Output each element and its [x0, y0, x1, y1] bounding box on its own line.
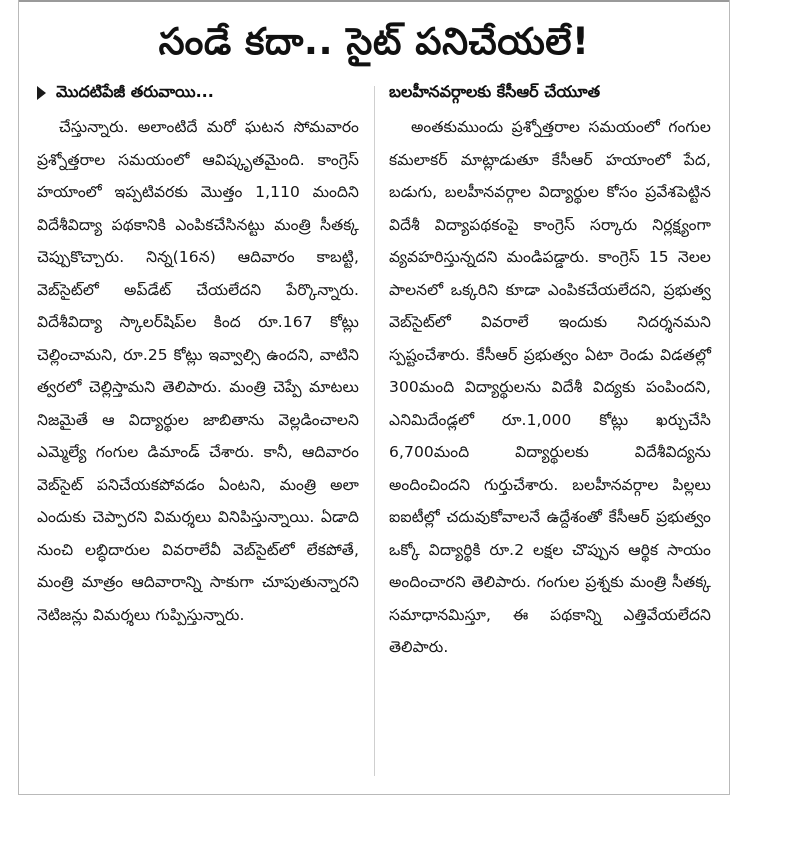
- left-column: [37, 79, 359, 647]
- right-column-body: అంతకుముందు ప్రశ్నోత్తరాల సమయంలో గంగుల కమలాకర్ మాట్లాడుతూ కేసీఆర్ హయాంలో పేద, బడుగు, బలహీనవర్గాల విద్యార్థుల కోసం ప్రవేశపెట్టిన విదేశీ విద్యాపథకంపై కాంగ్రెస్ సర్కారు నిర్లక్ష్యంగా వ్యవహరిస్తున్నదని మండిపడ్డారు. కాంగ్రెస్ 15 నెలల పాలనలో ఒక్కరిని కూడా ఎంపికచేయలేదని, ప్రభుత్వ వెబ్‌సైట్‌లో వివరాలే ఇందుకు నిదర్శనమని స్పష్టంచేశారు. కేసీఆర్ ప్రభుత్వం ఏటా రెండు విడతల్లో 300మంది విద్యార్థులను విదేశీ విద్యకు పంపిందని, ఎనిమిదేండ్లలో రూ.1,000 కోట్లు ఖర్చుచేసి 6,700మంది విద్యార్థులకు విదేశీవిద్యను అందించిందని గుర్తుచేశారు. బలహీనవర్గాల పిల్లలు ఐఐటీల్లో చదువుకోవాలనే ఉద్దేశంతో కేసీఆర్ ప్రభుత్వం ఒక్కో విద్యార్థికి రూ.2 లక్షల చొప్పున ఆర్థిక సాయం అందించారని తెలిపారు. గంగుల ప్రశ్నకు మంత్రి సీతక్క సమాధానమిస్తూ, ఈ పథకాన్ని ఎత్తివేయలేదని తెలిపారు.: [389, 118, 711, 656]
- left-column-body: చేస్తున్నారు. అలాంటిదే మరో ఘటన సోమవారం ప్రశ్నోత్తరాల సమయంలో ఆవిష్కృతమైంది. కాంగ్రెస్ హయాంలో ఇప్పటివరకు మొత్తం 1,110 మందిని విదేశీవిద్యా పథకానికి ఎంపికచేసినట్టు మంత్రి సీతక్క చెప్పుకొచ్చారు. నిన్న(16న) ఆదివారం కాబట్టి, వెబ్‌సైట్‌లో అప్‌డేట్ చేయలేదని పేర్కొన్నారు. విదేశీవిద్యా స్కాలర్‌షిప్‌ల కింద రూ.167 కోట్లు చెల్లించామని, రూ.25 కోట్లు ఇవ్వాల్సి ఉందని, వాటిని త్వరలో చెల్లిస్తామని తెలిపారు. మంత్రి చెప్పే మాటలు నిజమైతే ఆ విద్యార్థుల జాబితాను వెల్లడించాలని ఎమ్మెల్యే గంగుల డిమాండ్ చేశారు. కానీ, ఆదివారం వెబ్‌సైట్ పనిచేయకపోవడం ఏంటని, మంత్రి అలా ఎందుకు చెప్పారని విమర్శలు వినిపిస్తున్నాయి. ఏడాది నుంచి లబ్ధిదారుల వివరాలేవీ వెబ్‌సైట్‌లో లేకపోతే, మంత్రి మాత్రం ఆదివారాన్ని సాకుగా చూపుతున్నారని నెటిజన్లు విమర్శలు గుప్పిస్తున్నారు.: [37, 118, 359, 624]
- newspaper-clipping: [18, 0, 730, 795]
- right-column: [389, 79, 711, 679]
- subheading-label: బలహీనవర్గాలకు కేసీఆర్ చేయూత: [389, 81, 601, 101]
- subheading: [389, 79, 711, 107]
- headline: సండే కదా.. సైట్ పనిచేయలే!: [158, 20, 590, 63]
- continuation-kicker: [37, 79, 359, 107]
- continuation-kicker-label: మొదటిపేజీ తరువాయి...: [56, 81, 214, 101]
- arrow-right-icon: [37, 86, 46, 100]
- top-rule: [19, 0, 729, 2]
- column-divider: [374, 86, 375, 776]
